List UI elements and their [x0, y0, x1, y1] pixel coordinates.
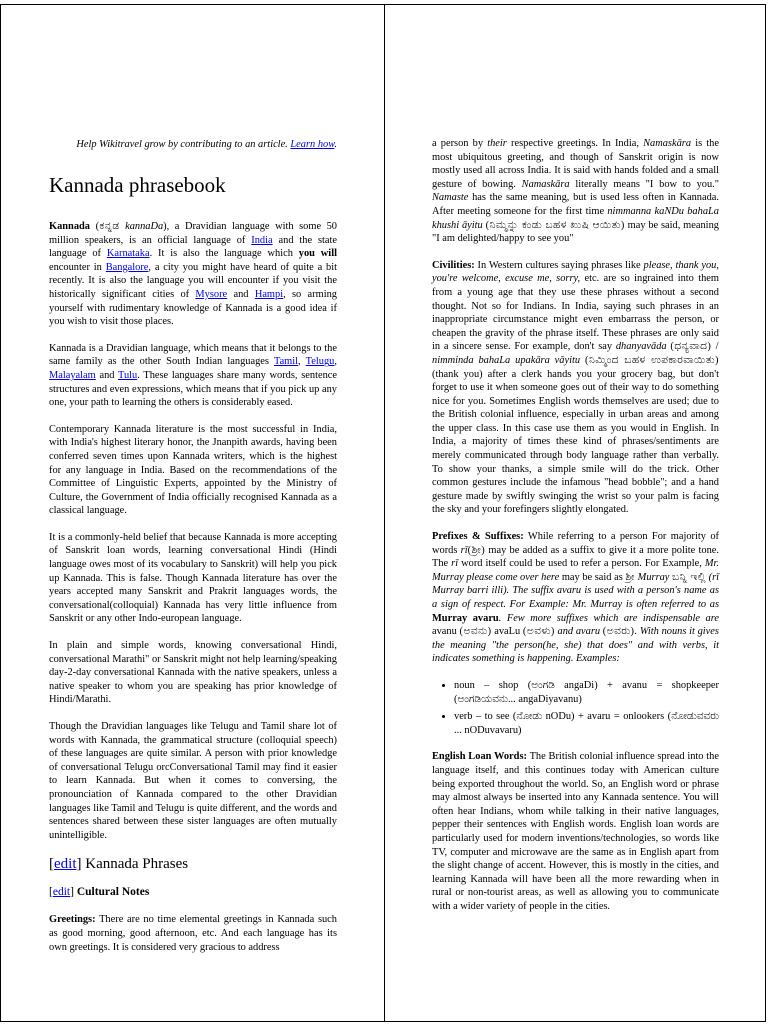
- edit-phrases-link[interactable]: edit: [54, 856, 77, 873]
- learn-how-link[interactable]: Learn how: [290, 139, 335, 150]
- plain-words-paragraph: In plain and simple words, knowing conversational Hindi, conversational Marathi" or Sanskrit might not help learning/speaking day-2-day conversational Kannada with the native speakers, unless a native speaker to whom you are speaking has prior knowledge of Hindi/Marathi.: [49, 640, 337, 706]
- edit-cultural-notes-link[interactable]: edit: [52, 886, 71, 899]
- civilities-paragraph: Civilities: In Western cultures saying phrases like please, thank you, you're welcome, excuse me, sorry, etc. are so ingrained into them from a young age that they use these phrases without a second thought. Not so for Indians. In India, saying such phrases in an inappropriate circumstance might even embarrass the person, or cheapen the gravity of the phrase itself. These phrases are only said in a sincere sense. For example, don't say dhanyavāda (ಧನ್ಯವಾದ) / nimminda bahaLa upakāra vāyitu (ನಿಮ್ಮಿಂದ ಬಹಳ ಉಪಕಾರವಾಯಿತು) (thank you) after a clerk hands you your grocery bag, but don't forget to use it when someone goes out of their way to do something nice for you. Sometimes English words themselves are used; due to the British colonial influence, especially in urban areas and among the upper class. In this case use them as you would in English. In India, a majority of times these kind of phrases/sentiments are merely communicated through body language rather than verbally. To show your thanks, a simple smile will do the trick. Other common gestures include the infamous "head bobble"; and a hand gesture made by swiftly swinging the wrist so your palm is facing the sky and your forefingers slightly elongated.: [432, 259, 719, 516]
- tulu-link[interactable]: Tulu: [117, 369, 138, 381]
- greetings-continued-paragraph: a person by their respective greetings. In India, Namaskāra is the most ubiquitous greeting, and though of Sanskrit origin is now mostly used all across India. It is said with hands folded and a small gesture of bowing. Namaskāra literally means "I bow to you." Namaste has the same meaning, but is used less often in Kannada. After meeting someone for the first time nimmanna kaNDu bahaLa khushi āyitu (ನಿಮ್ಮನ್ನು ಕಂಡು ಬಹಳ ಖುಷಿ ಆಯಿತು) may be said, meaning "I am delighted/happy to see you": [432, 138, 719, 245]
- mysore-link[interactable]: Mysore: [195, 288, 228, 300]
- belief-paragraph: It is a commonly-held belief that because Kannada is more accepting of Sanskrit loan words, learning conversational Hindi (Hindi language owes most of its vocabulary to Sanskrit) will help you pick up Kannada. This is false. Though Kannada literature has over the years accepted many Sanskrit and Prakrit languages words, the conversational(colloquial) Kannada has very little influence from Sanskrit or any other Indo-european language.: [49, 531, 337, 625]
- right-body: [432, 137, 719, 926]
- left-body: [49, 220, 337, 967]
- india-link[interactable]: India: [251, 234, 273, 246]
- column-divider: [384, 4, 385, 1022]
- prefixes-paragraph: Prefixes & Suffixes: While referring to a person For majority of words rī(ಶ್ರೀ) may be added as a suffix to give it a more polite tone. The rī word itself could be used to refer a person. For Example, Mr. Murray please come over here may be said as ಶ್ರೀ Murray ಬನ್ನಿ ಇಲ್ಲಿ (rī Murray barri illi). The suffix avaru is used with a person's name as a sign of respect. For Example: Mr. Murray is often referred to as Murray avaru. Few more suffixes which are indispensable are avanu (ಅವನು) avaLu (ಅವಳು) and avaru (ಅವರು). With nouns it gives the meaning "the person(he, she) that does" and with verbs, it indicates something is happening. Examples:: [432, 531, 720, 665]
- malayalam-link[interactable]: Malayalam: [49, 369, 96, 381]
- dravidian-paragraph: Kannada is a Dravidian language, which means that it belongs to the same family as the other South Indian languages Tamil, Telugu, Malayalam and Tulu. These languages share many words, sentence structures and even expressions, which means that if you pick up any one, your path to learning the others is considerably eased.: [49, 342, 337, 409]
- karnataka-link[interactable]: Karnataka: [106, 248, 150, 260]
- tamil-link[interactable]: Tamil: [273, 356, 299, 368]
- bangalore-link[interactable]: Bangalore: [105, 261, 149, 273]
- suffix-examples-list: [432, 679, 719, 737]
- hampi-link[interactable]: Hampi: [254, 288, 284, 300]
- contribute-banner: Help Wikitravel grow by contributing to an article. Learn how.: [76, 139, 337, 150]
- sister-languages-paragraph: Though the Dravidian languages like Telugu and Tamil share lot of words with Kannada, the grammatical structure (colloquial speech) of these languages are quite similar. A person with prior knowledge of conversational Telugu orcConversational Tamil may find it easier to learn Kannada. But when it comes to conversing, the pronounciation of Kannada compared to the other Dravidian languages like Tamil and Telugu is quite different, and the words and sentences shared between these sister languages are often mutually unintelligible.: [49, 721, 337, 841]
- section-heading-cultural-notes: [edit] Cultural Notes: [49, 886, 150, 899]
- intro-paragraph: Kannada (ಕನ್ನಡ kannaDa), a Dravidian language with some 50 million speakers, is an official language of India and the state language of Karnataka. It is also the language which you will encounter in Bangalore, a city you might have heard of quite a bit recently. It is also the language you will encounter if you visit the historically significant cities of Mysore and Hampi, so arming yourself with rudimentary knowledge of Kannada is a good idea if you wish to visit those places.: [49, 221, 338, 328]
- list-item: • verb – to see (ನೋಡು nODu) + avaru = onlookers (ನೋಡುವವರು ... nODuvavaru): [454, 710, 719, 737]
- list-item: • noun – shop (ಅಂಗಡಿ angaDi) + avanu = shopkeeper (ಅಂಗಡಿಯವನು... angaDiyavanu): [454, 679, 719, 706]
- page-title: Kannada phrasebook: [49, 173, 226, 197]
- telugu-link[interactable]: Telugu: [305, 356, 335, 368]
- greetings-paragraph: Greetings: There are no time elemental greetings in Kannada such as good morning, good afternoon, etc. And each language has its own greetings. It is considered very gracious to address: [49, 914, 337, 953]
- section-heading-phrases: [edit] Kannada Phrases: [49, 856, 189, 873]
- literature-paragraph: Contemporary Kannada literature is the most successful in India, with India's highest literary honor, the Jnanpith awards, having been conferred seven times upon Kannada writers, which is the highest for any language in India. Based on the recommendations of the Committee of Linguistic Experts, appointed by the Ministry of Culture, the Government of India officially recognised Kannada as a classical language.: [49, 423, 337, 517]
- loan-words-paragraph: English Loan Words: The British colonial influence spread into the language itself, and this continues today with American culture being exported throughout the world. So, an English word or phrase may almost always be inserted into any Kannada sentence. You will often hear Indians, whom while talking in their native languages, pepper their sentences with English words. English loan words are particularly used for modern inventions/technologies, so words like TV, computer and microwave are the same as in English apart from the slight change of accent. However, this is mostly in the cities, and learning Kannada will have been all the more rewarding when in rural or non-tourist areas, as well as allowing you to communicate with a wider variety of people in the cities.: [432, 751, 719, 912]
